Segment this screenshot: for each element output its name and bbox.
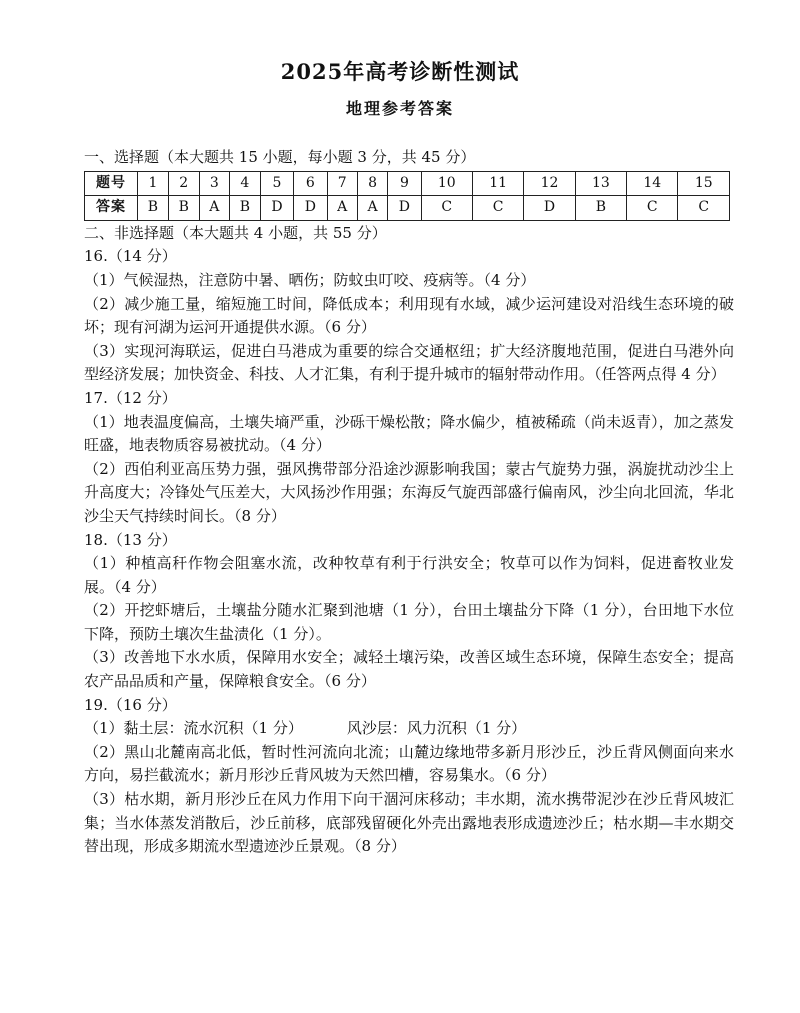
answer-cell: A (199, 196, 229, 221)
q18-answer-3: （3）改善地下水水质，保障用水安全；减轻土壤污染，改善区域生态环境，保障生态安全；提高农产品品质和产量，保障粮食安全。（6 分） (84, 648, 734, 691)
question-number: 10 (421, 171, 472, 196)
question-number: 3 (199, 171, 229, 196)
answer-cell: D (260, 196, 293, 221)
question-number: 12 (524, 171, 575, 196)
question-number: 8 (357, 171, 387, 196)
question-number: 2 (168, 171, 199, 196)
page-subtitle: 地理参考答案 (345, 99, 454, 118)
q19-label: 19.（16 分） (84, 695, 177, 714)
question-number: 6 (294, 171, 327, 196)
q17-answer-1: （1）地表温度偏高，土壤失墒严重，沙砾干燥松散；降水偏少，植被稀疏（尚未返青），加之蒸发旺盛，地表物质容易被扰动。（4 分） (84, 412, 734, 455)
q16-answer-3: （3）实现河海联运，促进白马港成为重要的综合交通枢纽；扩大经济腹地范围，促进白马港外向型经济发展；加快资金、科技、人才汇集，有利于提升城市的辐射带动作用。（任答两点得 4 分） (84, 341, 734, 384)
row-label-answer: 答案 (85, 196, 138, 221)
section2-heading: 二、非选择题（本大题共 4 小题，共 55 分） (84, 223, 387, 242)
page-title: 2025年高考诊断性测试 (280, 59, 520, 84)
answer-cell: C (678, 196, 730, 221)
answer-row (85, 196, 730, 221)
answer-cell: C (421, 196, 472, 221)
q16-answer-1: （1）气候湿热，注意防中暑、晒伤；防蚊虫叮咬、疫病等。（4 分） (84, 270, 536, 289)
answer-cell: A (357, 196, 387, 221)
q19-answer-1-clay: （1）黏土层：流水沉积（1 分） (84, 719, 303, 738)
question-number: 14 (627, 171, 678, 196)
question-number: 7 (327, 171, 357, 196)
answer-cell: D (388, 196, 421, 221)
q17-label: 17.（12 分） (84, 388, 177, 407)
answer-content (84, 146, 734, 859)
answer-cell: A (327, 196, 357, 221)
question-number: 15 (678, 171, 730, 196)
answer-cell: B (168, 196, 199, 221)
question-number: 1 (138, 171, 169, 196)
answer-cell: C (472, 196, 523, 221)
question-number-row (85, 171, 730, 196)
answer-cell: B (138, 196, 169, 221)
question-number: 9 (388, 171, 421, 196)
answer-cell: D (524, 196, 575, 221)
question-number: 4 (229, 171, 260, 196)
question-number: 11 (472, 171, 523, 196)
answer-cell: B (229, 196, 260, 221)
q19-answer-3: （3）枯水期，新月形沙丘在风力作用下向干涸河床移动；丰水期，流水携带泥沙在沙丘背风坡汇集；当水体蒸发消散后，沙丘前移，底部残留硬化外壳出露地表形成遗迹沙丘；枯水期—丰水期交替出现，形成多期流水型遗迹沙丘景观。（8 分） (84, 790, 734, 856)
q18-answer-1: （1）种植高秆作物会阻塞水流，改种牧草有利于行洪安全；牧草可以作为饲料，促进畜牧业发展。（4 分） (84, 554, 734, 596)
q19-answer-1-sand: 风沙层：风力沉积（1 分） (346, 719, 527, 738)
q17-answer-2: （2）西伯利亚高压势力强，强风携带部分沿途沙源影响我国；蒙古气旋势力强，涡旋扰动沙尘上升高度大；冷锋处气压差大，大风扬沙作用强；东海反气旋西部盛行偏南风，沙尘向北回流，华北沙尘天气持续时间长。（8 分） (84, 459, 734, 525)
answer-cell: B (575, 196, 626, 221)
q16-label: 16.（14 分） (84, 247, 177, 266)
q18-label: 18.（13 分） (84, 530, 177, 549)
row-label-number: 题号 (85, 171, 138, 196)
question-number: 5 (260, 171, 293, 196)
q18-answer-2: （2）开挖虾塘后，土壤盐分随水汇聚到池塘（1 分），台田土壤盐分下降（1 分），台田地下水位下降，预防土壤次生盐渍化（1 分）。 (84, 601, 734, 643)
section1-heading: 一、选择题（本大题共 15 小题，每小题 3 分，共 45 分） (84, 148, 476, 166)
question-number: 13 (575, 171, 626, 196)
q19-answer-2: （2）黑山北麓南高北低，暂时性河流向北流；山麓边缘地带多新月形沙丘，沙丘背风侧面向来水方向，易拦截流水；新月形沙丘背风坡为天然凹槽，容易集水。（6 分） (84, 742, 734, 785)
q19-answer-1 (84, 717, 734, 741)
answer-cell: D (294, 196, 327, 221)
q16-answer-2: （2）减少施工量，缩短施工时间，降低成本；利用现有水域，减少运河建设对沿线生态环境的破坏；现有河湖为运河开通提供水源。（6 分） (84, 294, 734, 337)
answer-cell: C (627, 196, 678, 221)
answer-table (84, 171, 730, 221)
